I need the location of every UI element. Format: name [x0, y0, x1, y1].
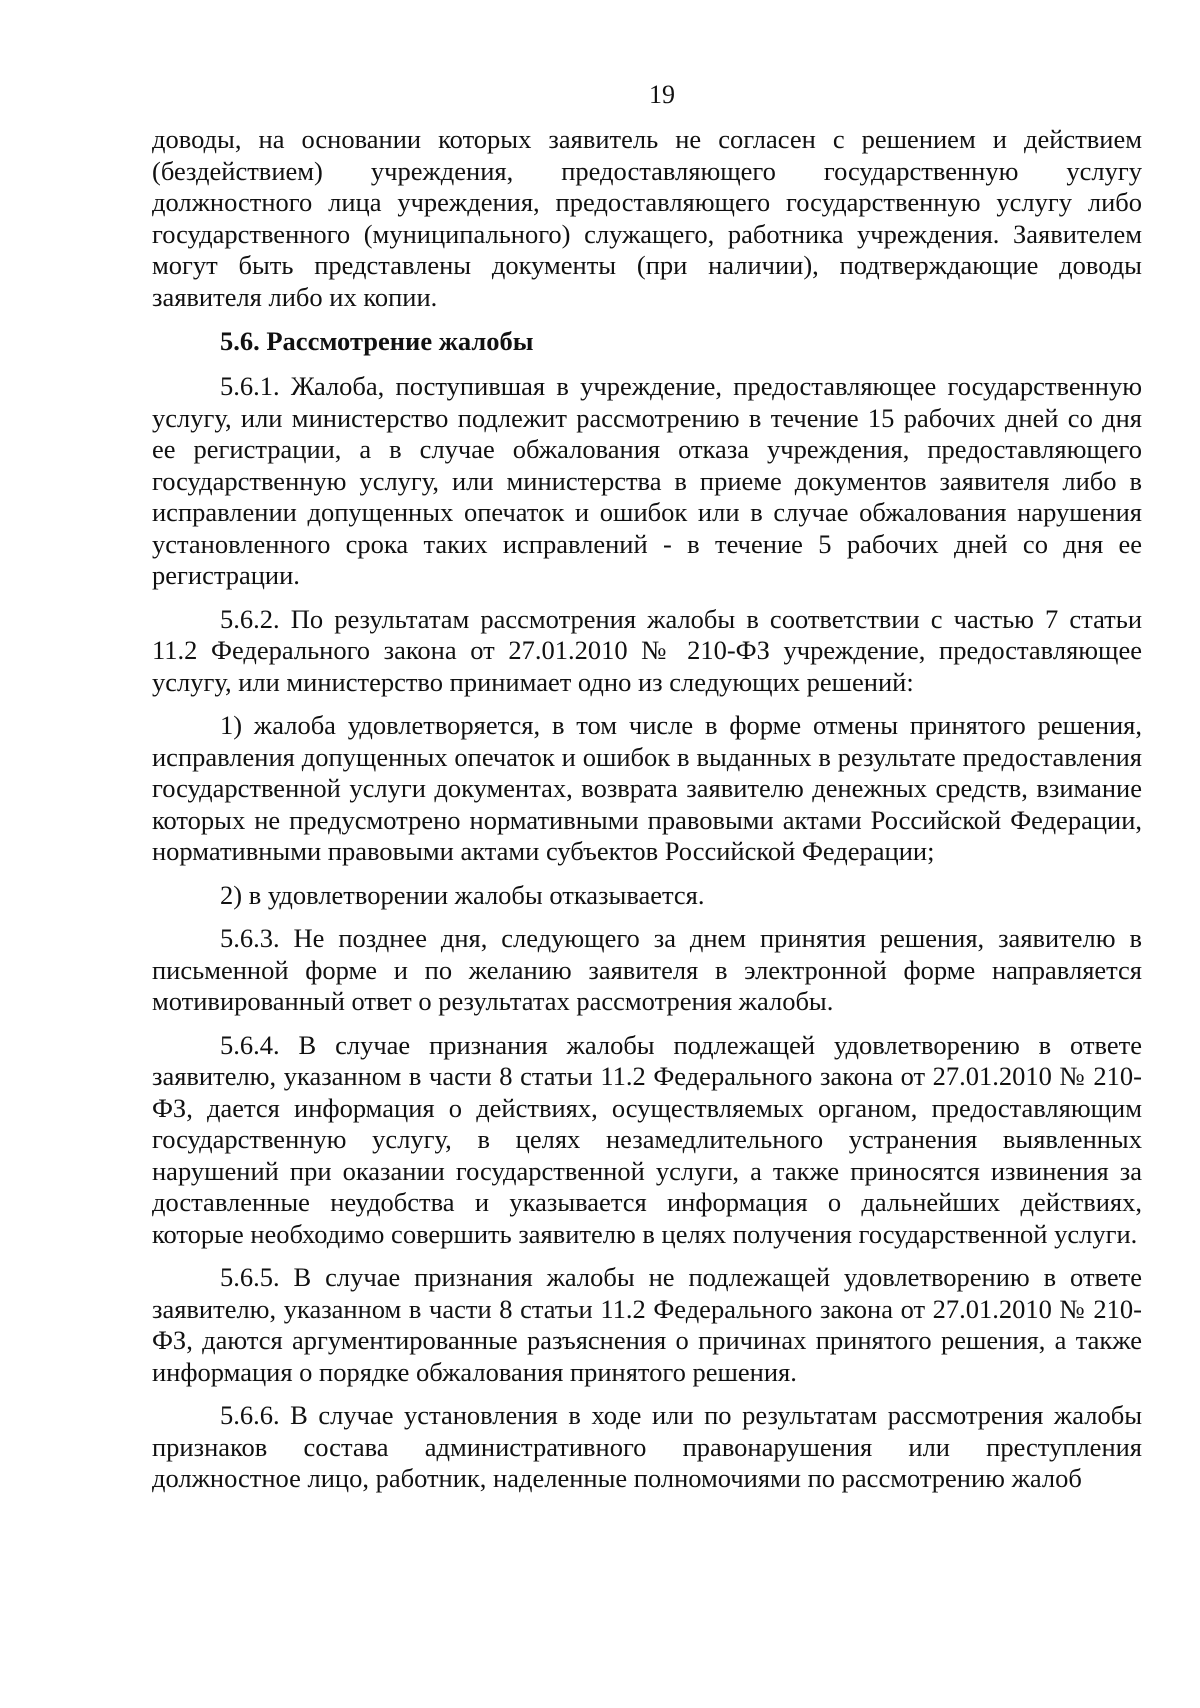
section-heading: 5.6. Рассмотрение жалобы: [220, 326, 534, 356]
paragraph-5-6-6: 5.6.6. В случае установления в ходе или по результатам рассмотрения жалобы признаков состава административного правонарушения или преступления должностное лицо, работник, наделенные полномочиями по рассмотрению жалоб: [152, 1400, 1142, 1493]
document-page: [152, 80, 1142, 1507]
page-number: 19: [649, 80, 675, 109]
paragraph-5-6-3: 5.6.3. Не позднее дня, следующего за днем принятия решения, заявителю в письменной форме и по желанию заявителя в электронной форме направляется мотивированный ответ о результатах рассмотрения жалобы.: [152, 923, 1142, 1016]
paragraph-continuation: доводы, на основании которых заявитель не согласен с решением и действием (бездействием) учреждения, предоставляющего государственную услугу должностного лица учреждения, предоставляющего государственную услугу либо государственного (муниципального) служащего, работника учреждения. Заявителем могут быть представлены документы (при наличии), подтверждающие доводы заявителя либо их копии.: [152, 124, 1142, 312]
list-item-2: 2) в удовлетворении жалобы отказывается.: [220, 879, 705, 910]
paragraph-5-6-5: 5.6.5. В случае признания жалобы не подлежащей удовлетворению в ответе заявителю, указанном в части 8 статьи 11.2 Федерального закона от 27.01.2010 № 210-ФЗ, даются аргументированные разъяснения о причинах принятого решения, а также информация о порядке обжалования принятого решения.: [152, 1262, 1142, 1387]
paragraph-5-6-1: 5.6.1. Жалоба, поступившая в учреждение, предоставляющее государственную услугу, или министерство подлежит рассмотрению в течение 15 рабочих дней со дня ее регистрации, а в случае обжалования отказа учреждения, предоставляющего государственную услугу, или министерства в приеме документов заявителя либо в исправлении допущенных опечаток и ошибок или в случае обжалования нарушения установленного срока таких исправлений - в течение 5 рабочих дней со дня ее регистрации.: [152, 371, 1142, 590]
list-item-1: 1) жалоба удовлетворяется, в том числе в форме отмены принятого решения, исправления допущенных опечаток и ошибок в выданных в результате предоставления государственной услуги документах, возврата заявителю денежных средств, взимание которых не предусмотрено нормативными правовыми актами Российской Федерации, нормативными правовыми актами субъектов Российской Федерации;: [152, 710, 1142, 866]
paragraph-5-6-2: 5.6.2. По результатам рассмотрения жалобы в соответствии с частью 7 статьи 11.2 Федерального закона от 27.01.2010 № 210-ФЗ учреждение, предоставляющее услугу, или министерство принимает одно из следующих решений:: [152, 603, 1142, 697]
paragraph-5-6-4: 5.6.4. В случае признания жалобы подлежащей удовлетворению в ответе заявителю, указанном в части 8 статьи 11.2 Федерального закона от 27.01.2010 № 210-ФЗ, дается информация о действиях, осуществляемых органом, предоставляющим государственную услугу, в целях незамедлительного устранения выявленных нарушений при оказании государственной услуги, а также приносятся извинения за доставленные неудобства и указывается информация о дальнейших действиях, которые необходимо совершить заявителю в целях получения государственной услуги.: [152, 1029, 1142, 1249]
